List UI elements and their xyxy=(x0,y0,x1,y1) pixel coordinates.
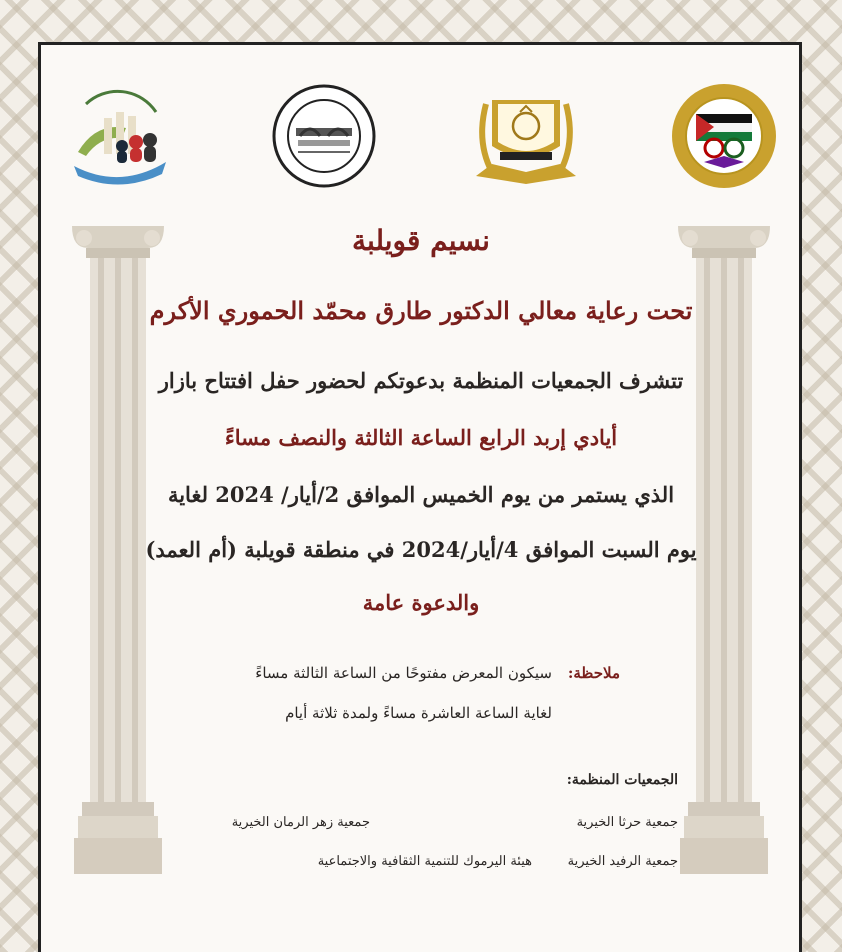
organizer-item: هيئة اليرموك للتنمية الثقافية والاجتماعية xyxy=(317,854,532,869)
body-line-3: الذي يستمر من يوم الخميس الموافق 2/أيار/ 2024 لغاية xyxy=(167,482,675,507)
al-rafeed-charity-logo xyxy=(270,82,378,190)
organizer-item: جمعية زهر الرمان الخيرية xyxy=(231,815,370,830)
note-label: ملاحظة: xyxy=(567,664,620,682)
zahr-al-rumman-charity-logo xyxy=(472,82,580,190)
event-title: نسيم قويلبة xyxy=(352,224,490,257)
hartha-charitable-society-logo xyxy=(670,82,778,190)
body-line-1: تتشرف الجمعيات المنظمة بدعوتكم لحضور حفل افتتاح بازار xyxy=(158,368,684,393)
organizer-item: جمعية حرثا الخيرية xyxy=(576,815,678,830)
organizers-heading: الجمعيات المنظمة: xyxy=(566,772,678,788)
body-line-4: يوم السبت الموافق 4/أيار/2024 في منطقة قويلبة (أم العمد) xyxy=(145,537,697,562)
body-line-5: والدعوة عامة xyxy=(362,590,480,615)
organizer-item: جمعية الرفيد الخيرية xyxy=(567,854,678,869)
note-line-2: لغاية الساعة العاشرة مساءً ولمدة ثلاثة أيام xyxy=(285,704,552,722)
yarmouk-cultural-social-commission-logo xyxy=(66,82,174,190)
patronage-line: تحت رعاية معالي الدكتور طارق محمّد الحموري الأكرم xyxy=(149,296,693,325)
body-line-2: أيادي إربد الرابع الساعة الثالثة والنصف مساءً xyxy=(224,425,618,450)
note-line-1: سيكون المعرض مفتوحًا من الساعة الثالثة مساءً xyxy=(255,664,552,682)
